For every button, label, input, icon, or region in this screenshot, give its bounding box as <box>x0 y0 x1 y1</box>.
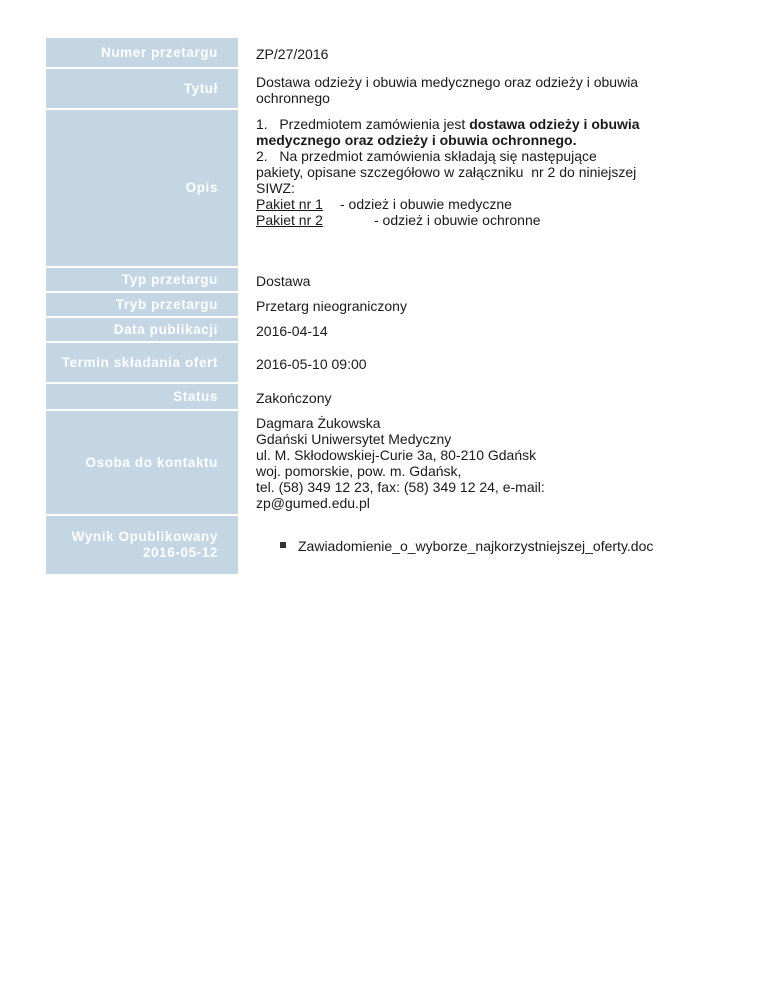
opis-item2-line2: pakiety, opisane szczegółowo w załączniku nr 2 do niniejszej <box>256 164 637 180</box>
value-termin-skladania: 2016-05-10 09:00 <box>256 355 367 372</box>
pakiet-1-desc: - odzież i obuwie medyczne <box>340 196 512 212</box>
label-wynik <box>46 516 239 576</box>
row-tytul <box>46 69 726 110</box>
value-opis <box>239 110 726 268</box>
wynik-label-line2: Opublikowany <box>118 529 218 544</box>
termin-label-line1: Termin składania <box>61 354 181 370</box>
value-osoba-do-kontaktu <box>239 411 726 516</box>
row-wynik <box>46 516 726 576</box>
tytul-line-1: Dostawa odzieży i obuwia medycznego oraz odzieży i obuwia <box>256 73 639 90</box>
pakiet-1-name: Pakiet nr 1 <box>256 196 323 212</box>
label-numer-przetargu: Numer przetargu <box>46 38 239 69</box>
opis-item1-line1 <box>256 116 640 132</box>
value-numer-przetargu: ZP/27/2016 <box>256 45 329 62</box>
label-typ-przetargu: Typ przetargu <box>46 268 239 293</box>
kontakt-line4: woj. pomorskie, pow. m. Gdańsk, <box>256 463 462 479</box>
row-status <box>46 384 726 411</box>
opis-item1-bold1: dostawa odzieży i obuwia <box>469 116 640 132</box>
label-opis: Opis <box>46 110 239 268</box>
wynik-label-line3: 2016-05-12 <box>142 545 218 560</box>
opis-item1-bold2: medycznego oraz odzieży i obuwia ochronnego. <box>256 132 577 148</box>
value-tytul <box>239 69 726 110</box>
label-termin-skladania <box>46 343 239 384</box>
value-data-publikacji: 2016-04-14 <box>256 322 328 339</box>
row-typ-przetargu <box>46 268 726 293</box>
label-tytul: Tytuł <box>46 69 239 110</box>
kontakt-line3: ul. M. Skłodowskiej-Curie 3a, 80-210 Gdańsk <box>256 447 537 463</box>
label-data-publikacji: Data publikacji <box>46 318 239 343</box>
row-termin-skladania <box>46 343 726 384</box>
opis-item1-prefix: 1. Przedmiotem zamówienia jest <box>256 116 470 132</box>
row-osoba-do-kontaktu <box>46 411 726 516</box>
row-tryb-przetargu <box>46 293 726 318</box>
pakiet-2-name: Pakiet nr 2 <box>256 212 323 228</box>
row-data-publikacji <box>46 318 726 343</box>
kontakt-line5: tel. (58) 349 12 23, fax: (58) 349 12 24, e-mail: <box>256 479 545 495</box>
row-numer-przetargu <box>46 38 726 69</box>
tytul-line-2: ochronnego <box>256 89 330 106</box>
value-tryb-przetargu: Przetarg nieograniczony <box>256 297 407 314</box>
opis-item2-line3: SIWZ: <box>256 180 295 196</box>
pakiet-1 <box>256 196 640 212</box>
label-tryb-przetargu: Tryb przetargu <box>46 293 239 318</box>
row-opis <box>46 110 726 268</box>
kontakt-email[interactable]: zp@gumed.edu.pl <box>256 495 370 511</box>
tender-details-table <box>46 38 726 576</box>
label-osoba-do-kontaktu: Osoba do kontaktu <box>46 411 239 516</box>
wynik-file-link[interactable]: Zawiadomienie_o_wyborze_najkorzystniejszej_oferty.doc <box>298 538 654 554</box>
wynik-label-line1: Wynik <box>71 529 115 544</box>
value-typ-przetargu: Dostawa <box>256 272 311 289</box>
label-status: Status <box>46 384 239 411</box>
value-status: Zakończony <box>256 389 332 406</box>
kontakt-line2: Gdański Uniwersytet Medyczny <box>256 431 452 447</box>
value-wynik <box>239 516 726 576</box>
pakiet-2-desc: - odzież i obuwie ochronne <box>374 212 541 228</box>
pakiet-2 <box>256 212 640 228</box>
termin-label-line2: ofert <box>185 354 218 370</box>
opis-item2-line1: 2. Na przedmiot zamówienia składają się następujące <box>256 148 597 164</box>
bullet-icon <box>280 542 286 548</box>
kontakt-line1: Dagmara Żukowska <box>256 415 381 431</box>
